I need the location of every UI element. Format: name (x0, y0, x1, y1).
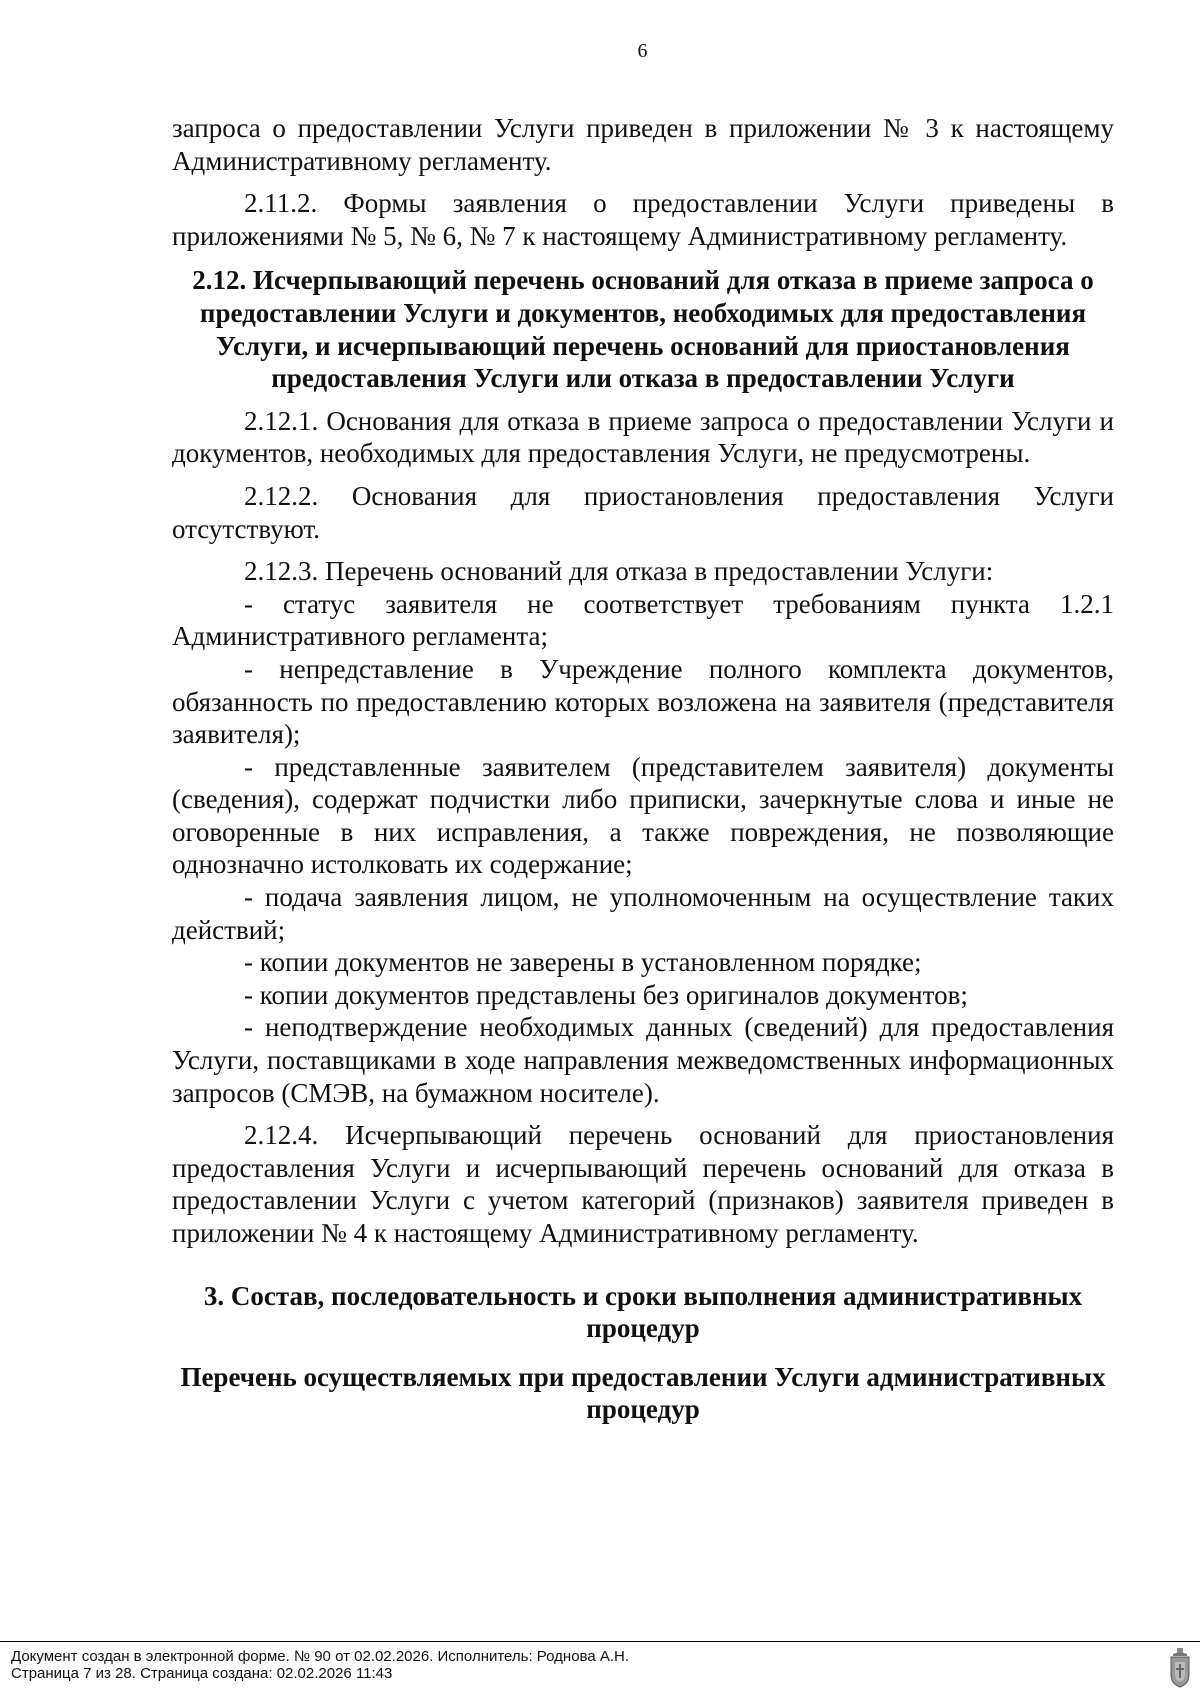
subsection-heading: Перечень осуществляемых при предоставлении Услуги административных процедур (180, 1361, 1106, 1425)
list-item: - копии документов представлены без оригиналов документов; (244, 979, 968, 1010)
paragraph-2-12-2: 2.12.2. Основания для приостановления предоставления Услуги отсутствуют. (172, 480, 1114, 544)
footer-line-document-info: Документ создан в электронной форме. № 90 от 02.02.2026. Исполнитель: Роднова А.Н. (11, 1648, 630, 1665)
list-item: - подача заявления лицом, не уполномоченным на осуществление таких действий; (172, 882, 1114, 945)
list-item: - статус заявителя не соответствует требованиям пункта 1.2.1 Административного регламента; (172, 588, 1114, 652)
page-number: 6 (637, 40, 648, 62)
paragraph-2-12-4: 2.12.4. Исчерпывающий перечень оснований для приостановления предоставления Услуги и исчерпывающий перечень оснований для отказа в предоставлении Услуги с учетом категорий (признаков) заявителя приведен в приложении № 4 к настоящему Административному регламенту. (172, 1120, 1114, 1248)
section-heading-3: 3. Состав, последовательность и сроки выполнения административных процедур (203, 1280, 1083, 1344)
footer-divider (0, 1641, 1200, 1642)
paragraph-continuation: запроса о предоставлении Услуги приведен в приложении № 3 к настоящему Административному регламенту. (172, 113, 1114, 176)
paragraph-2-11-2: 2.11.2. Формы заявления о предоставлении Услуги приведены в приложениями № 5, № 6, № 7 к настоящему Административному регламенту. (172, 188, 1114, 251)
section-heading-2-12: 2.12. Исчерпывающий перечень оснований для отказа в приеме запроса о предоставлении Услуги и документов, необходимых для предоставления Услуги, и исчерпывающий перечень оснований для приостановления предоставления Услуги или отказа в предоставлении Услуги (192, 265, 1094, 394)
footer-line-page-info: Страница 7 из 28. Страница создана: 02.02.2026 11:43 (11, 1665, 393, 1682)
list-item: - неподтверждение необходимых данных (сведений) для предоставления Услуги, поставщиками в ходе направления межведомственных информационных запросов (СМЭВ, на бумажном носителе). (172, 1012, 1114, 1108)
list-item: - представленные заявителем (представителем заявителя) документы (сведения), содержат подчистки либо приписки, зачеркнутые слова и иные не оговоренные в них исправления, а также повреждения, не позволяющие однозначно истолковать их содержание; (172, 751, 1114, 880)
coat-of-arms-icon (1168, 1648, 1192, 1688)
document-body (172, 112, 1114, 1426)
list-item: - копии документов не заверены в установленном порядке; (244, 947, 922, 978)
document-footer (11, 1648, 629, 1682)
paragraph-2-12-3: 2.12.3. Перечень оснований для отказа в предоставлении Услуги: (244, 556, 994, 587)
list-item: - непредставление в Учреждение полного комплекта документов, обязанность по предоставлению которых возложена на заявителя (представителя заявителя); (172, 653, 1114, 750)
paragraph-2-12-1: 2.12.1. Основания для отказа в приеме запроса о предоставлении Услуги и документов, необходимых для предоставления Услуги, не предусмотрены. (172, 405, 1114, 469)
